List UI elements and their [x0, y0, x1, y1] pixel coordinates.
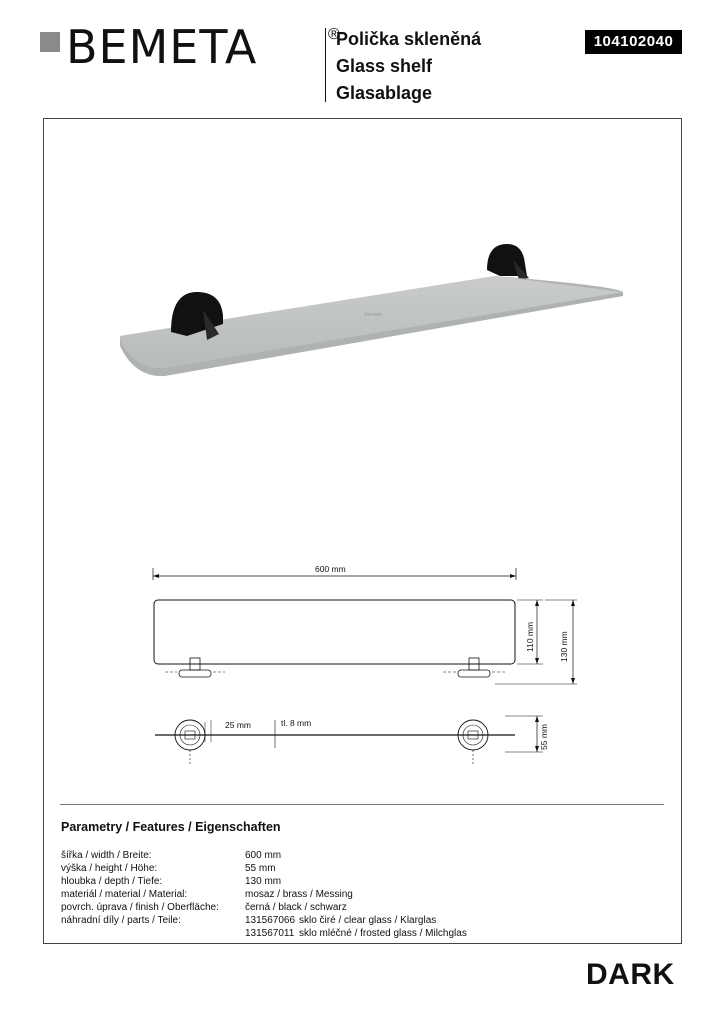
spec-row-finish [61, 901, 661, 914]
spec-row-depth [61, 875, 661, 888]
registered-mark: ® [328, 26, 340, 43]
spare-part-item [245, 914, 436, 927]
series-name: DARK [586, 958, 675, 991]
product-name-en: Glass shelf [336, 56, 433, 76]
spare-part-code: 131567066 [245, 915, 296, 926]
spec-label: hloubka / depth / Tiefe: [61, 876, 163, 887]
dimension-width [153, 564, 516, 580]
product-code-badge: 104102040 [585, 30, 682, 54]
section-divider [60, 804, 664, 805]
spec-value: 130 mm [245, 876, 282, 887]
spec-label: výška / height / Höhe: [61, 863, 158, 874]
dimension-55-label: 55 mm [539, 724, 549, 750]
spec-row-height [61, 862, 661, 875]
rear-bracket [487, 244, 529, 280]
spec-value: černá / black / schwarz [245, 902, 347, 913]
spec-label: materiál / material / Material: [61, 889, 188, 900]
dimension-110 [517, 600, 543, 664]
spec-table [61, 849, 661, 940]
spec-value: 600 mm [245, 850, 282, 861]
logo-square-mark [40, 32, 60, 52]
dimension-thickness-label: tl. 8 mm [281, 718, 312, 728]
product-photo [115, 236, 630, 386]
technical-drawing [145, 560, 569, 780]
dimension-130 [495, 600, 577, 684]
dimension-130-label: 130 mm [559, 631, 569, 662]
spec-value: 55 mm [245, 863, 276, 874]
product-name-de: Glasablage [336, 83, 433, 103]
params-title: Parametry / Features / Eigenschaften [61, 820, 281, 834]
front-view [154, 600, 515, 677]
spec-row-parts [61, 914, 661, 927]
spare-part-item [245, 927, 467, 940]
product-title-block [336, 26, 481, 107]
dimension-width-label: 600 mm [315, 564, 346, 574]
top-view [155, 716, 549, 764]
svg-text:bemeta: bemeta [365, 312, 382, 318]
product-name-cs: Polička skleněná [336, 29, 482, 49]
spec-row-width [61, 849, 661, 862]
spare-part-desc: sklo mléčné / frosted glass / Milchglas [299, 928, 467, 939]
spec-label: náhradní díly / parts / Teile: [61, 915, 181, 926]
brand-logo [40, 20, 340, 74]
header-divider [325, 28, 326, 102]
spare-part-code: 131567011 [245, 928, 295, 939]
logo-wordmark: BEMETA [66, 20, 258, 74]
spec-value: mosaz / brass / Messing [245, 889, 353, 900]
spare-part-desc: sklo čiré / clear glass / Klarglas [299, 915, 437, 926]
dimension-110-label: 110 mm [525, 621, 535, 652]
spec-label: povrch. úprava / finish / Oberfläche: [61, 902, 219, 913]
spec-row-material [61, 888, 661, 901]
spec-label: šířka / width / Breite: [61, 850, 152, 861]
spec-row-parts-2 [61, 927, 661, 940]
dimension-25-label: 25 mm [225, 720, 251, 730]
